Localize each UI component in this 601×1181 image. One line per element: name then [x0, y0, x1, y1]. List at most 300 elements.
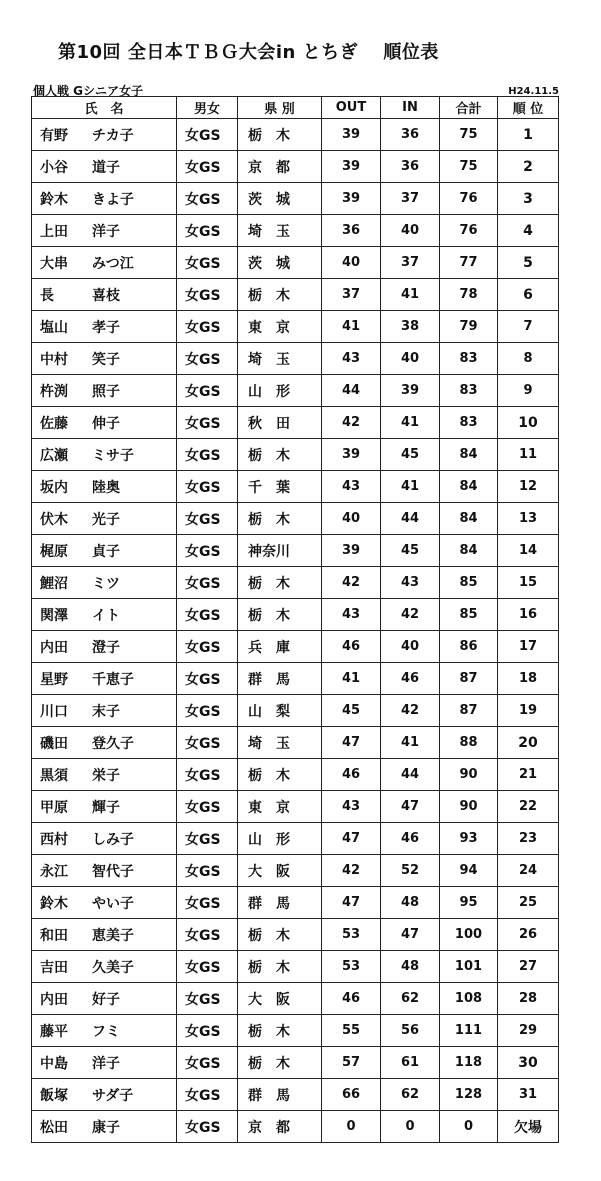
out-score: 42	[322, 567, 381, 599]
player-surname: 永江	[40, 863, 68, 880]
total-score: 0	[440, 1111, 498, 1143]
rank: 15	[498, 567, 559, 599]
prefecture-char-2: 阪	[276, 863, 290, 880]
rank: 3	[498, 183, 559, 215]
out-score: 41	[322, 663, 381, 695]
sex-category: 女GS	[177, 1047, 238, 1079]
player-name	[32, 183, 177, 215]
prefecture-cell	[238, 855, 322, 887]
prefecture-cell	[238, 951, 322, 983]
player-surname: 小谷	[40, 159, 68, 176]
sex-category: 女GS	[177, 663, 238, 695]
table-row	[32, 567, 559, 599]
date-label: H24.11.5	[508, 86, 559, 97]
out-score: 47	[322, 823, 381, 855]
in-score: 43	[381, 567, 440, 599]
category-label: 個人戦 Gシニア女子	[33, 84, 144, 98]
player-name	[32, 759, 177, 791]
player-name	[32, 663, 177, 695]
out-score: 44	[322, 375, 381, 407]
rank: 29	[498, 1015, 559, 1047]
out-score: 41	[322, 311, 381, 343]
prefecture-char-1: 山	[248, 383, 262, 400]
total-score: 78	[440, 279, 498, 311]
player-surname: 鈴木	[40, 191, 68, 208]
prefecture-char-1: 兵	[248, 639, 262, 656]
player-given-name: 笑子	[92, 351, 120, 368]
prefecture-char-1: 茨	[248, 191, 262, 208]
player-name	[32, 1047, 177, 1079]
prefecture-char-2: 玉	[276, 223, 290, 240]
player-given-name: 恵美子	[92, 927, 134, 944]
out-score: 53	[322, 919, 381, 951]
prefecture-char-2: 葉	[276, 479, 290, 496]
table-row	[32, 535, 559, 567]
player-surname: 川口	[40, 703, 68, 720]
player-name	[32, 311, 177, 343]
player-given-name: みつ江	[92, 255, 134, 272]
rank: 欠場	[498, 1111, 559, 1143]
out-score: 43	[322, 599, 381, 631]
player-name	[32, 855, 177, 887]
total-score: 108	[440, 983, 498, 1015]
prefecture-char-1: 栃	[248, 959, 262, 976]
player-surname: 大串	[40, 255, 68, 272]
total-score: 84	[440, 503, 498, 535]
sex-category: 女GS	[177, 311, 238, 343]
player-surname: 星野	[40, 671, 68, 688]
prefecture-cell	[238, 343, 322, 375]
prefecture-char-2: 京	[276, 319, 290, 336]
prefecture-char-2: 京	[276, 799, 290, 816]
total-score: 94	[440, 855, 498, 887]
player-name	[32, 503, 177, 535]
prefecture: 神奈川	[248, 543, 290, 560]
total-score: 101	[440, 951, 498, 983]
in-score: 46	[381, 823, 440, 855]
in-score: 40	[381, 343, 440, 375]
prefecture-cell	[238, 823, 322, 855]
prefecture-cell	[238, 599, 322, 631]
player-surname: 藤平	[40, 1023, 68, 1040]
prefecture-cell	[238, 375, 322, 407]
total-score: 85	[440, 599, 498, 631]
prefecture-char-1: 群	[248, 895, 262, 912]
player-given-name: 貞子	[92, 543, 120, 560]
rank: 9	[498, 375, 559, 407]
out-score: 55	[322, 1015, 381, 1047]
player-surname: 鈴木	[40, 895, 68, 912]
player-surname: 黒須	[40, 767, 68, 784]
in-score: 0	[381, 1111, 440, 1143]
total-score: 83	[440, 343, 498, 375]
player-name	[32, 471, 177, 503]
sex-category: 女GS	[177, 151, 238, 183]
player-given-name: 久美子	[92, 959, 134, 976]
prefecture-char-1: 大	[248, 863, 262, 880]
table-row	[32, 471, 559, 503]
prefecture-char-2: 都	[276, 1119, 290, 1136]
prefecture-cell	[238, 791, 322, 823]
player-surname: 上田	[40, 223, 68, 240]
prefecture-char-2: 木	[276, 607, 290, 624]
player-name	[32, 535, 177, 567]
table-row	[32, 823, 559, 855]
prefecture-cell	[238, 663, 322, 695]
in-score: 38	[381, 311, 440, 343]
prefecture-char-1: 東	[248, 799, 262, 816]
in-score: 56	[381, 1015, 440, 1047]
prefecture-cell	[238, 1079, 322, 1111]
player-given-name: 伸子	[92, 415, 120, 432]
in-score: 37	[381, 247, 440, 279]
sex-category: 女GS	[177, 247, 238, 279]
prefecture-char-2: 田	[276, 415, 290, 432]
table-row	[32, 983, 559, 1015]
rank: 21	[498, 759, 559, 791]
prefecture-char-2: 梨	[276, 703, 290, 720]
in-score: 52	[381, 855, 440, 887]
prefecture-char-2: 木	[276, 927, 290, 944]
player-given-name: きよ子	[92, 191, 134, 208]
table-row	[32, 503, 559, 535]
rank: 19	[498, 695, 559, 727]
player-name	[32, 983, 177, 1015]
sex-category: 女GS	[177, 919, 238, 951]
prefecture-cell	[238, 119, 322, 151]
prefecture-char-2: 木	[276, 287, 290, 304]
player-name	[32, 119, 177, 151]
out-score: 57	[322, 1047, 381, 1079]
ranking-table	[31, 96, 559, 1143]
page-title: 第10回 全日本ＴＢＧ大会in とちぎ 順位表	[58, 42, 439, 63]
sex-category: 女GS	[177, 855, 238, 887]
rank: 13	[498, 503, 559, 535]
total-score: 90	[440, 759, 498, 791]
player-surname: 内田	[40, 991, 68, 1008]
sex-category: 女GS	[177, 439, 238, 471]
out-score: 0	[322, 1111, 381, 1143]
total-score: 77	[440, 247, 498, 279]
in-score: 41	[381, 407, 440, 439]
prefecture-char-1: 山	[248, 831, 262, 848]
sex-category: 女GS	[177, 631, 238, 663]
table-row	[32, 183, 559, 215]
in-score: 47	[381, 791, 440, 823]
player-given-name: 智代子	[92, 863, 134, 880]
player-name	[32, 599, 177, 631]
out-score: 47	[322, 727, 381, 759]
rank: 12	[498, 471, 559, 503]
prefecture-char-1: 千	[248, 479, 262, 496]
out-score: 42	[322, 855, 381, 887]
out-score: 47	[322, 887, 381, 919]
prefecture-cell	[238, 215, 322, 247]
total-score: 83	[440, 375, 498, 407]
player-given-name: ミサ子	[92, 447, 134, 464]
rank: 27	[498, 951, 559, 983]
table-row	[32, 151, 559, 183]
table-row	[32, 919, 559, 951]
prefecture-char-2: 馬	[276, 895, 290, 912]
prefecture-cell	[238, 759, 322, 791]
rank: 17	[498, 631, 559, 663]
total-score: 76	[440, 215, 498, 247]
prefecture-cell	[238, 1111, 322, 1143]
prefecture-char-2: 木	[276, 1055, 290, 1072]
player-given-name: 登久子	[92, 735, 134, 752]
player-name	[32, 1015, 177, 1047]
table-row	[32, 279, 559, 311]
prefecture-char-1: 東	[248, 319, 262, 336]
sex-category: 女GS	[177, 407, 238, 439]
table-row	[32, 695, 559, 727]
prefecture-char-1: 秋	[248, 415, 262, 432]
in-score: 44	[381, 759, 440, 791]
column-header-rank: 順 位	[498, 97, 559, 119]
prefecture-char-2: 木	[276, 127, 290, 144]
column-header-total: 合計	[440, 97, 498, 119]
sex-category: 女GS	[177, 471, 238, 503]
rank: 11	[498, 439, 559, 471]
prefecture-char-1: 群	[248, 671, 262, 688]
in-score: 44	[381, 503, 440, 535]
player-name	[32, 631, 177, 663]
in-score: 48	[381, 951, 440, 983]
table-row	[32, 119, 559, 151]
prefecture-char-2: 城	[276, 191, 290, 208]
player-name	[32, 727, 177, 759]
sex-category: 女GS	[177, 823, 238, 855]
total-score: 118	[440, 1047, 498, 1079]
table-row	[32, 727, 559, 759]
player-given-name: 好子	[92, 991, 120, 1008]
sex-category: 女GS	[177, 695, 238, 727]
prefecture-char-1: 大	[248, 991, 262, 1008]
prefecture-char-1: 山	[248, 703, 262, 720]
prefecture-char-1: 埼	[248, 223, 262, 240]
prefecture-char-1: 栃	[248, 767, 262, 784]
ranking-rows	[32, 119, 559, 1143]
player-name	[32, 279, 177, 311]
total-score: 100	[440, 919, 498, 951]
total-score: 75	[440, 119, 498, 151]
prefecture-cell	[238, 1015, 322, 1047]
player-given-name: やい子	[92, 895, 134, 912]
rank: 28	[498, 983, 559, 1015]
prefecture-cell	[238, 1047, 322, 1079]
out-score: 46	[322, 631, 381, 663]
rank: 22	[498, 791, 559, 823]
sex-category: 女GS	[177, 1015, 238, 1047]
prefecture-cell	[238, 311, 322, 343]
prefecture-cell	[238, 471, 322, 503]
prefecture-char-2: 馬	[276, 1087, 290, 1104]
in-score: 42	[381, 599, 440, 631]
in-score: 62	[381, 1079, 440, 1111]
table-row	[32, 247, 559, 279]
player-surname: 塩山	[40, 319, 68, 336]
rank: 8	[498, 343, 559, 375]
column-header-sex: 男女	[177, 97, 238, 119]
prefecture-cell	[238, 887, 322, 919]
sex-category: 女GS	[177, 567, 238, 599]
sex-category: 女GS	[177, 1079, 238, 1111]
player-name	[32, 343, 177, 375]
prefecture-char-2: 都	[276, 159, 290, 176]
column-header-out: OUT	[322, 97, 381, 119]
player-surname: 坂内	[40, 479, 68, 496]
rank: 24	[498, 855, 559, 887]
table-row	[32, 1015, 559, 1047]
total-score: 83	[440, 407, 498, 439]
sex-category: 女GS	[177, 279, 238, 311]
sex-category: 女GS	[177, 791, 238, 823]
table-row	[32, 311, 559, 343]
rank: 4	[498, 215, 559, 247]
in-score: 41	[381, 471, 440, 503]
sex-category: 女GS	[177, 375, 238, 407]
column-header-prefecture: 県 別	[238, 97, 322, 119]
rank: 5	[498, 247, 559, 279]
total-score: 84	[440, 471, 498, 503]
player-surname: 吉田	[40, 959, 68, 976]
sex-category: 女GS	[177, 343, 238, 375]
prefecture-cell	[238, 983, 322, 1015]
table-row	[32, 951, 559, 983]
rank: 20	[498, 727, 559, 759]
rank: 6	[498, 279, 559, 311]
prefecture-char-1: 群	[248, 1087, 262, 1104]
prefecture-char-1: 栃	[248, 1023, 262, 1040]
player-given-name: 道子	[92, 159, 120, 176]
player-given-name: 喜枝	[92, 287, 120, 304]
prefecture-char-1: 栃	[248, 1055, 262, 1072]
in-score: 40	[381, 215, 440, 247]
player-surname: 鯉沼	[40, 575, 68, 592]
player-given-name: フミ	[92, 1023, 120, 1040]
player-surname: 中島	[40, 1055, 68, 1072]
prefecture-char-1: 栃	[248, 287, 262, 304]
out-score: 39	[322, 535, 381, 567]
prefecture-char-2: 阪	[276, 991, 290, 1008]
rank: 26	[498, 919, 559, 951]
out-score: 46	[322, 759, 381, 791]
prefecture-char-2: 木	[276, 575, 290, 592]
sex-category: 女GS	[177, 183, 238, 215]
player-name	[32, 695, 177, 727]
total-score: 75	[440, 151, 498, 183]
player-surname: 長	[40, 287, 54, 304]
rank: 25	[498, 887, 559, 919]
total-score: 84	[440, 535, 498, 567]
prefecture-cell	[238, 407, 322, 439]
total-score: 85	[440, 567, 498, 599]
sex-category: 女GS	[177, 535, 238, 567]
out-score: 43	[322, 791, 381, 823]
player-surname: 甲原	[40, 799, 68, 816]
player-surname: 有野	[40, 127, 68, 144]
prefecture-char-1: 京	[248, 1119, 262, 1136]
player-given-name: 澄子	[92, 639, 120, 656]
player-name	[32, 215, 177, 247]
player-name	[32, 247, 177, 279]
player-surname: 中村	[40, 351, 68, 368]
prefecture-char-2: 馬	[276, 671, 290, 688]
player-given-name: 光子	[92, 511, 120, 528]
prefecture-char-1: 栃	[248, 575, 262, 592]
total-score: 86	[440, 631, 498, 663]
prefecture-char-2: 木	[276, 959, 290, 976]
player-surname: 杵渕	[40, 383, 68, 400]
prefecture-char-1: 栃	[248, 447, 262, 464]
player-given-name: ミツ	[92, 575, 120, 592]
out-score: 42	[322, 407, 381, 439]
in-score: 40	[381, 631, 440, 663]
player-surname: 和田	[40, 927, 68, 944]
rank: 16	[498, 599, 559, 631]
prefecture-char-2: 形	[276, 383, 290, 400]
prefecture-cell	[238, 247, 322, 279]
rank: 31	[498, 1079, 559, 1111]
player-name	[32, 151, 177, 183]
player-name	[32, 951, 177, 983]
prefecture-char-1: 埼	[248, 351, 262, 368]
rank: 7	[498, 311, 559, 343]
total-score: 84	[440, 439, 498, 471]
player-surname: 西村	[40, 831, 68, 848]
sex-category: 女GS	[177, 727, 238, 759]
in-score: 41	[381, 727, 440, 759]
rank: 30	[498, 1047, 559, 1079]
player-given-name: 洋子	[92, 1055, 120, 1072]
player-surname: 内田	[40, 639, 68, 656]
total-score: 87	[440, 695, 498, 727]
table-row	[32, 1079, 559, 1111]
prefecture-cell	[238, 631, 322, 663]
in-score: 42	[381, 695, 440, 727]
table-row	[32, 663, 559, 695]
in-score: 61	[381, 1047, 440, 1079]
prefecture-cell	[238, 279, 322, 311]
rank: 14	[498, 535, 559, 567]
prefecture-cell	[238, 183, 322, 215]
player-name	[32, 1111, 177, 1143]
player-surname: 関澤	[40, 607, 68, 624]
in-score: 36	[381, 119, 440, 151]
in-score: 45	[381, 439, 440, 471]
rank: 23	[498, 823, 559, 855]
player-given-name: 輝子	[92, 799, 120, 816]
player-given-name: 陸奥	[92, 479, 120, 496]
table-row	[32, 375, 559, 407]
out-score: 43	[322, 471, 381, 503]
rank: 2	[498, 151, 559, 183]
player-given-name: しみ子	[92, 831, 134, 848]
out-score: 36	[322, 215, 381, 247]
table-row	[32, 759, 559, 791]
total-score: 87	[440, 663, 498, 695]
out-score: 40	[322, 503, 381, 535]
player-name	[32, 823, 177, 855]
player-surname: 梶原	[40, 543, 68, 560]
player-given-name: チカ子	[92, 127, 134, 144]
total-score: 128	[440, 1079, 498, 1111]
column-header-name: 氏 名	[32, 97, 177, 119]
player-given-name: 洋子	[92, 223, 120, 240]
player-given-name: イト	[92, 607, 120, 624]
table-row	[32, 215, 559, 247]
